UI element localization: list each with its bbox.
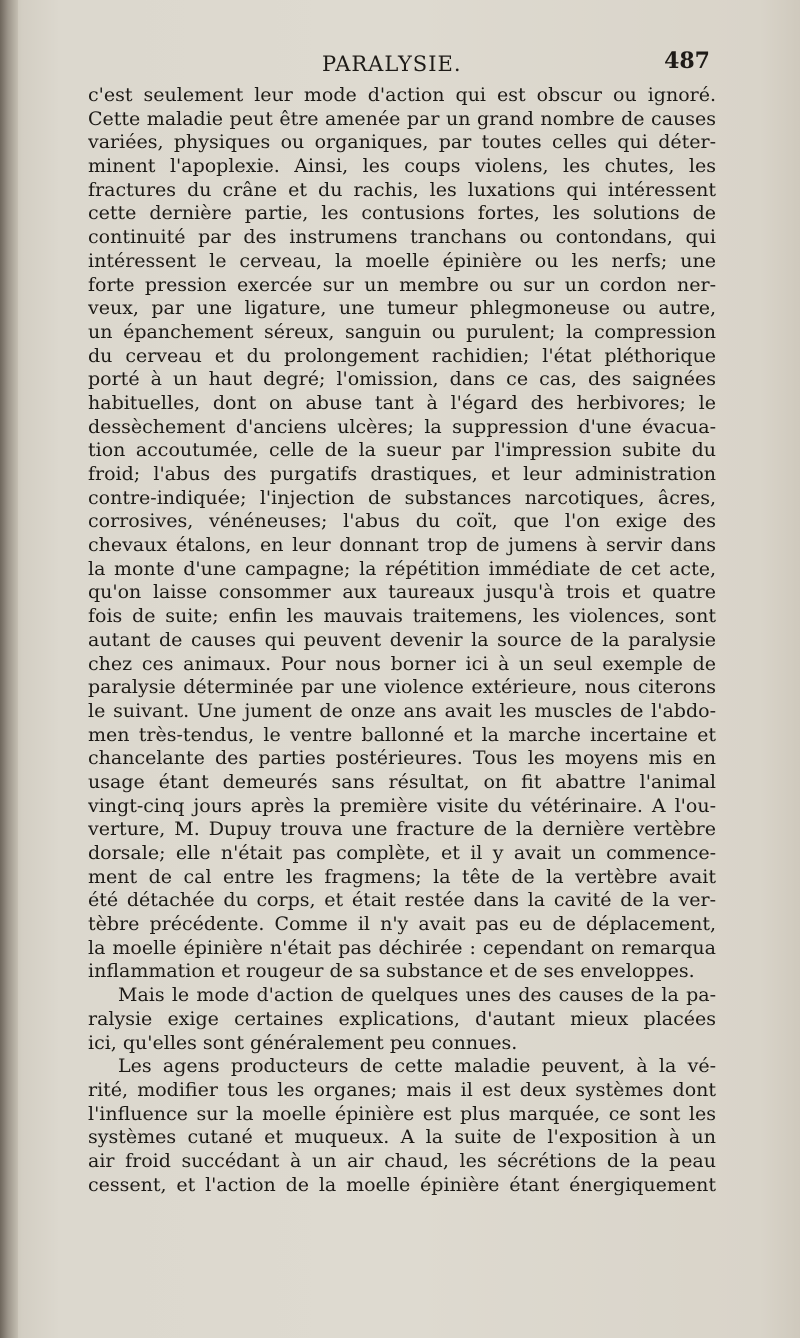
text-line: dessèchement d'anciens ulcères; la suppression d'une évacua- [88,415,716,438]
text-line: corrosives, vénéneuses; l'abus du coït, que l'on exige des [88,510,716,533]
text-line: tion accoutumée, celle de la sueur par l'impression subite du [88,439,716,462]
text-line: air froid succédant à un air chaud, les sécrétions de la peau [88,1149,716,1172]
text-line: l'influence sur la moelle épinière est plus marquée, ce sont les [88,1102,716,1125]
text-line: dorsale; elle n'était pas complète, et il y avait un commence- [88,842,716,864]
page-binding-shadow [0,0,18,1338]
text-line: men très-tendus, le ventre ballonné et la marche incertaine et [88,723,716,746]
text-line: cessent, et l'action de la moelle épinière étant énergiquement [88,1173,716,1196]
text-line: contre-indiquée; l'injection de substances narcotiques, âcres, [88,486,716,509]
text-line: tèbre précédente. Comme il n'y avait pas eu de déplacement, [88,913,716,936]
text-line: chevaux étalons, en leur donnant trop de jumens à servir dans [88,534,716,557]
text-line: habituelles, dont on abuse tant à l'égard des herbivores; le [88,391,716,414]
text-line: variées, physiques ou organiques, par toutes celles qui déter- [88,131,716,154]
text-line: été détachée du corps, et était restée dans la cavité de la ver- [88,889,716,912]
text-line: un épanchement séreux, sanguin ou purulent; la compression [88,320,716,343]
page-header [90,48,710,84]
text-line: le suivant. Une jument de onze ans avait les muscles de l'abdo- [88,699,716,722]
text-line: veux, par une ligature, une tumeur phlegmoneuse ou autre, [88,297,716,320]
body-text [88,84,716,1197]
text-line: qu'on laisse consommer aux taureaux jusqu'à trois et quatre [88,581,716,604]
running-title: PARALYSIE. [322,52,462,76]
text-line: minent l'apoplexie. Ainsi, les coups violens, les chutes, les [88,155,716,178]
text-line: Mais le mode d'action de quelques unes des causes de la pa- [118,984,716,1007]
text-line: chancelante des parties postérieures. Tous les moyens mis en [88,747,716,770]
text-line: ralysie exige certaines explications, d'autant mieux placées [88,1007,716,1030]
text-line: la monte d'une campagne; la répétition immédiate de cet acte, [88,557,716,580]
text-line: inflammation et rougeur de sa substance et de ses enveloppes. [88,960,695,983]
text-line: froid; l'abus des purgatifs drastiques, et leur administration [88,463,716,485]
text-line: c'est seulement leur mode d'action qui est obscur ou ignoré. [88,84,716,106]
text-line: systèmes cutané et muqueux. A la suite de l'exposition à un [88,1126,716,1149]
text-line: cette dernière partie, les contusions fortes, les solutions de [88,202,716,225]
text-line: fois de suite; enfin les mauvais traitemens, les violences, sont [88,605,716,628]
text-line: porté à un haut degré; l'omission, dans ce cas, des saignées [88,368,716,391]
text-line: paralysie déterminée par une violence extérieure, nous citerons [88,676,716,699]
text-line: Les agens producteurs de cette maladie peuvent, à la vé- [118,1055,716,1078]
text-line: fractures du crâne et du rachis, les luxations qui intéressent [88,178,716,201]
text-line: rité, modifier tous les organes; mais il est deux systèmes dont [88,1078,716,1101]
text-line: autant de causes qui peuvent devenir la source de la paralysie [88,628,716,651]
text-line: du cerveau et du prolongement rachidien; l'état pléthorique [88,344,716,367]
text-line: vingt-cinq jours après la première visite du vétérinaire. A l'ou- [88,794,716,817]
text-line: usage étant demeurés sans résultat, on fit abattre l'animal [88,770,716,793]
page-number: 487 [664,48,710,74]
text-line: intéressent le cerveau, la moelle épinière ou les nerfs; une [88,249,716,272]
text-line: verture, M. Dupuy trouva une fracture de la dernière vertèbre [88,818,716,841]
text-line: Cette maladie peut être amenée par un grand nombre de causes [88,107,716,130]
text-line: forte pression exercée sur un membre ou sur un cordon ner- [88,273,716,296]
text-line: ment de cal entre les fragmens; la tête de la vertèbre avait [88,865,716,888]
text-line: chez ces animaux. Pour nous borner ici à un seul exemple de [88,652,716,675]
text-line: continuité par des instrumens tranchans ou contondans, qui [88,226,716,249]
text-line: ici, qu'elles sont généralement peu connues. [88,1031,518,1054]
text-line: la moelle épinière n'était pas déchirée : cependant on remarqua [88,936,716,959]
